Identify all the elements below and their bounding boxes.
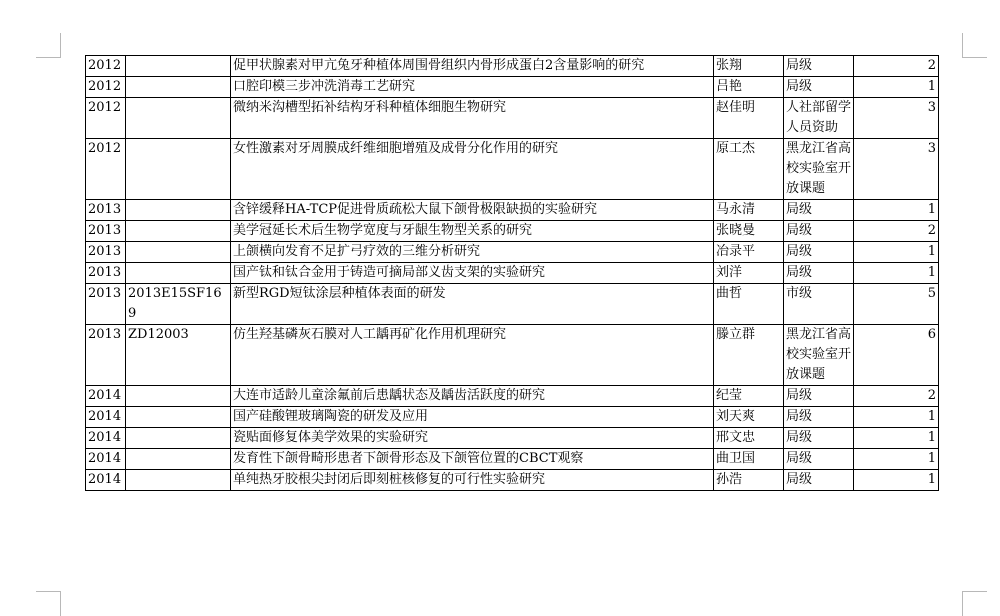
cell-year: 2012: [86, 77, 126, 98]
cell-year: 2014: [86, 386, 126, 407]
table-row: [86, 470, 939, 491]
cell-project-title: 美学冠延长术后生物学宽度与牙龈生物型关系的研究: [231, 221, 714, 242]
table-row: [86, 407, 939, 428]
cell-project-code: [126, 242, 231, 263]
cell-year: 2012: [86, 56, 126, 77]
cell-person: 滕立群: [714, 325, 784, 386]
cell-level: 黑龙江省高校实验室开放课题: [784, 325, 854, 386]
cell-project-title: 瓷贴面修复体美学效果的实验研究: [231, 428, 714, 449]
cell-count: 2: [854, 386, 939, 407]
table-row: [86, 325, 939, 386]
table-row: [86, 98, 939, 139]
cell-year: 2012: [86, 139, 126, 200]
cell-project-code: [126, 56, 231, 77]
table-row: [86, 139, 939, 200]
cell-project-code: [126, 221, 231, 242]
cell-level: 局级: [784, 470, 854, 491]
cell-level: 局级: [784, 407, 854, 428]
cell-level: 黑龙江省高校实验室开放课题: [784, 139, 854, 200]
cell-project-title: 国产钛和钛合金用于铸造可摘局部义齿支架的实验研究: [231, 263, 714, 284]
cell-year: 2013: [86, 200, 126, 221]
cell-project-title: 上颌横向发育不足扩弓疗效的三维分析研究: [231, 242, 714, 263]
cell-year: 2014: [86, 470, 126, 491]
table-row: [86, 263, 939, 284]
cell-project-code: [126, 98, 231, 139]
page-corner-mark-bottom-left: [36, 591, 61, 616]
cell-level: 局级: [784, 77, 854, 98]
cell-project-title: 国产硅酸锂玻璃陶瓷的研发及应用: [231, 407, 714, 428]
cell-person: 刘洋: [714, 263, 784, 284]
cell-project-code: [126, 263, 231, 284]
cell-person: 马永清: [714, 200, 784, 221]
cell-project-title: 单纯热牙胶根尖封闭后即刻桩核修复的可行性实验研究: [231, 470, 714, 491]
cell-person: 原工杰: [714, 139, 784, 200]
cell-level: 局级: [784, 221, 854, 242]
cell-person: 刘天爽: [714, 407, 784, 428]
table-row: [86, 200, 939, 221]
cell-year: 2014: [86, 449, 126, 470]
cell-count: 6: [854, 325, 939, 386]
cell-year: 2013: [86, 284, 126, 325]
cell-count: 3: [854, 139, 939, 200]
cell-project-title: 发育性下颌骨畸形患者下颌骨形态及下颌管位置的CBCT观察: [231, 449, 714, 470]
cell-count: 1: [854, 428, 939, 449]
page-corner-mark-bottom-right: [962, 591, 987, 616]
cell-project-title: 大连市适龄儿童涂氟前后患龋状态及龋齿活跃度的研究: [231, 386, 714, 407]
cell-count: 1: [854, 263, 939, 284]
cell-project-title: 促甲状腺素对甲亢兔牙种植体周围骨组织内骨形成蛋白2含量影响的研究: [231, 56, 714, 77]
cell-person: 纪莹: [714, 386, 784, 407]
cell-count: 1: [854, 77, 939, 98]
cell-person: 冶录平: [714, 242, 784, 263]
cell-year: 2014: [86, 428, 126, 449]
cell-level: 局级: [784, 263, 854, 284]
research-projects-table: [85, 55, 939, 491]
cell-project-code: [126, 449, 231, 470]
cell-project-title: 微纳米沟槽型拓补结构牙科种植体细胞生物研究: [231, 98, 714, 139]
cell-project-code: [126, 428, 231, 449]
table-row: [86, 428, 939, 449]
cell-person: 张晓曼: [714, 221, 784, 242]
table-row: [86, 284, 939, 325]
page-corner-mark-top-left: [36, 33, 61, 58]
cell-project-title: 女性激素对牙周膜成纤维细胞增殖及成骨分化作用的研究: [231, 139, 714, 200]
page-corner-mark-top-right: [962, 33, 987, 58]
cell-person: 曲哲: [714, 284, 784, 325]
cell-person: 曲卫国: [714, 449, 784, 470]
cell-count: 1: [854, 242, 939, 263]
table-row: [86, 77, 939, 98]
table-row: [86, 242, 939, 263]
cell-count: 5: [854, 284, 939, 325]
cell-count: 1: [854, 449, 939, 470]
cell-level: 局级: [784, 56, 854, 77]
cell-person: 邢文忠: [714, 428, 784, 449]
cell-project-code: ZD12003: [126, 325, 231, 386]
cell-person: 孙浩: [714, 470, 784, 491]
cell-count: 2: [854, 221, 939, 242]
cell-level: 局级: [784, 428, 854, 449]
cell-person: 张翔: [714, 56, 784, 77]
cell-project-code: [126, 386, 231, 407]
cell-level: 市级: [784, 284, 854, 325]
cell-project-title: 含锌缓释HA-TCP促进骨质疏松大鼠下颌骨极限缺损的实验研究: [231, 200, 714, 221]
cell-project-code: [126, 200, 231, 221]
cell-person: 吕艳: [714, 77, 784, 98]
cell-year: 2013: [86, 325, 126, 386]
cell-year: 2012: [86, 98, 126, 139]
table-row: [86, 56, 939, 77]
table-body: [86, 56, 939, 491]
cell-year: 2014: [86, 407, 126, 428]
cell-level: 人社部留学人员资助: [784, 98, 854, 139]
cell-project-title: 新型RGD短钛涂层种植体表面的研发: [231, 284, 714, 325]
cell-count: 1: [854, 200, 939, 221]
cell-level: 局级: [784, 242, 854, 263]
cell-year: 2013: [86, 263, 126, 284]
cell-project-title: 口腔印模三步冲洗消毒工艺研究: [231, 77, 714, 98]
cell-project-title: 仿生羟基磷灰石膜对人工龋再矿化作用机理研究: [231, 325, 714, 386]
cell-count: 1: [854, 407, 939, 428]
cell-project-code: [126, 407, 231, 428]
cell-count: 3: [854, 98, 939, 139]
cell-count: 1: [854, 470, 939, 491]
table-row: [86, 449, 939, 470]
cell-project-code: [126, 139, 231, 200]
cell-project-code: [126, 470, 231, 491]
cell-level: 局级: [784, 200, 854, 221]
cell-person: 赵佳明: [714, 98, 784, 139]
cell-project-code: 2013E15SF169: [126, 284, 231, 325]
cell-year: 2013: [86, 242, 126, 263]
cell-count: 2: [854, 56, 939, 77]
cell-level: 局级: [784, 449, 854, 470]
cell-project-code: [126, 77, 231, 98]
table-row: [86, 221, 939, 242]
cell-year: 2013: [86, 221, 126, 242]
cell-level: 局级: [784, 386, 854, 407]
table-row: [86, 386, 939, 407]
